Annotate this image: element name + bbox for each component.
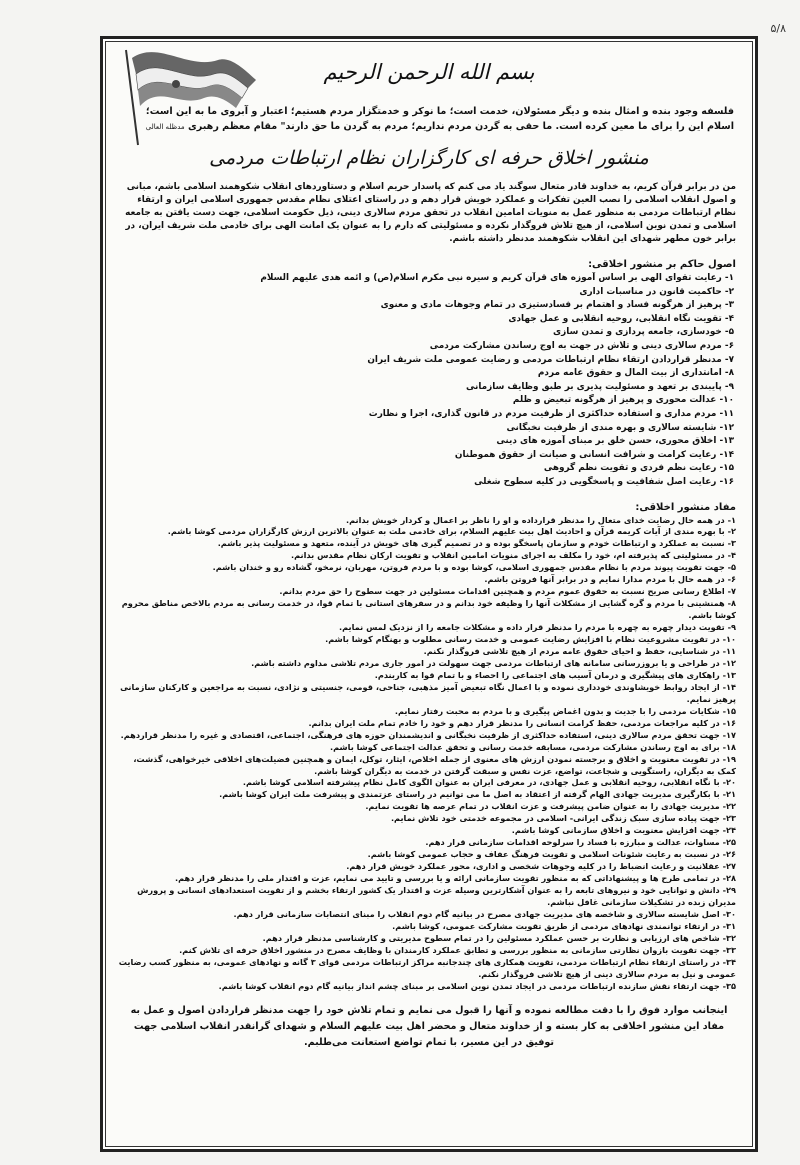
closing-statement: اینجانب موارد فوق را با دقت مطالعه نموده و آنها را قبول می نمایم و تمام تلاش خود را جهت مدنظر قراردادن اصول و عمل به مفاد این منشور اخلاقی به کار بسته و از خداوند متعال و محضر اهل بیت علیهم السلام و شهدای گرانقدر انقلاب اسلامی جهت توفیق در این مسیر، با تمام تواضع استعانت می‌طلبم. — [130, 1004, 728, 1048]
principle-item: ۱۲- شایسته سالاری و بهره مندی از ظرفیت نخبگانی — [506, 422, 734, 433]
principle-item: ۷- مدنظر قراردادن ارتقاء نظام ارتباطات مردمی و رضایت عمومی ملت شریف ایران — [367, 354, 734, 365]
quote-signature: مدظله العالی — [145, 123, 185, 131]
principle-item: ۹- پایبندی بر تعهد و مسئولیت پذیری بر طبق وظایف سازمانی — [466, 381, 734, 392]
principle-item: ۴- تقویت نگاه انقلابی، روحیه انقلابی و عمل جهادی — [508, 313, 734, 324]
principle-item: ۱- رعایت تقوای الهی بر اساس آموزه های قرآن کریم و سیره نبی مکرم اسلام(ص) و ائمه هدی علیهم السلام — [260, 273, 734, 283]
principles-list — [118, 272, 734, 490]
principle-item: ۲- حاکمیت قانون در مناسبات اداری — [579, 286, 734, 297]
article-item: ۲۳- جهت پیاده سازی سبک زندگی ایرانی- اسلامی در مجموعه خدمتی خود تلاش نمایم. — [390, 813, 736, 824]
article-item: ۲۹- دانش و توانایی خود و نیروهای تابعه را به عنوان آشکارترین وسیله عزت و اقتدار یک کشور ارتقاء بخشم و از تقویت استعدادهای انسانی و پرورش مدیران زبده در تشکیلات سازمانی غافل نباشم. — [137, 885, 736, 907]
article-item: ۳۲- شاخص های ارزیابی و نظارت بر حسن عملکرد مسئولین را در تمام سطوح مدیریتی و کارشناسی مدنظر قرار دهم. — [262, 932, 736, 943]
article-item: ۱۶- در کلیه مراجعات مردمی، حفظ کرامت انسانی را مدنظر قرار دهم و خود را خادم تمام ملت ایران بدانم. — [308, 717, 736, 728]
principle-item: ۶- مردم سالاری دینی و تلاش در جهت به اوج رساندن مشارکت مردمی — [429, 340, 734, 351]
article-item: ۲۲- مدیریت جهادی را به عنوان ضامن پیشرفت و عزت انقلاب در تمام عرصه ها تقویت نمایم. — [365, 801, 736, 812]
article-item: ۲۷- عقلانیت و رعایت انضباط را در کلیه وجوهات شخصی و اداری، محور عملکرد خویش قرار دهم. — [346, 861, 736, 872]
articles-heading: مفاد منشور اخلاقی: — [635, 501, 736, 513]
article-item: ۲۶- در نسبت به رعایت شئونات اسلامی و تقویت فرهنگ عفاف و حجاب عمومی کوشا باشم. — [367, 849, 736, 860]
article-item: ۲۱- با بکارگیری مدیریت جهادی الهام گرفته از اعتقاد به اصل ما می توانیم در راستای عزتمندی و پیشرفت ملت ایران کوشا باشم. — [219, 789, 736, 800]
article-item: ۶- در همه حال با مردم مدارا نمایم و در برابر آنها فروتن باشم. — [484, 574, 736, 585]
article-item: ۱۱- در شناسایی، حفظ و احیای حقوق عامه مردم از هیچ تلاشی فروگذار نکنم. — [423, 645, 736, 656]
article-item: ۳۴- در راستای ارتقاء نظام ارتباطات مردمی، تقویت همکاری های چندجانبه مراکز ارتباطات مردمی قوای ۳ گانه و نهادهای عمومی، به منظور کسب رضایت عمومی و نیل به مردم سالاری دینی از هیچ تلاشی فروگذار نکنم. — [118, 956, 736, 979]
article-item: ۸- همنشینی با مردم و گره گشایی از مشکلات آنها را وظیفه خود بدانم و در سفرهای استانی با تمام قوا، در خدمت رسانی به مردم بالاخص مناطق محروم کوشا باشم. — [121, 598, 736, 621]
article-item: ۲۴- جهت افزایش معنویت و اخلاق سازمانی کوشا باشم. — [511, 825, 736, 836]
document-content — [118, 52, 740, 1137]
principle-item: ۵- خودسازی، جامعه پردازی و تمدن سازی — [553, 327, 734, 338]
article-item: ۱۰- در تقویت مشروعیت نظام با افزایش رضایت عمومی و خدمت رسانی مطلوب و بهنگام کوشا باشم. — [325, 634, 736, 645]
article-item: ۱۲- در طراحی و یا بروزرسانی سامانه های ارتباطات مردمی جهت سهولت در امور جاری مردم تلاشی مداوم داشته باشم. — [251, 657, 736, 668]
article-item: ۱- در همه حال رضایت خدای متعال را مدنظر قرارداده و او را ناظر بر اعمال و کردار خویش بدانم. — [345, 514, 736, 525]
charter-title: منشور اخلاق حرفه ای کارگزاران نظام ارتباطات مردمی — [209, 147, 649, 169]
article-item: ۲۸- در تمامی طرح ها و پیشنهاداتی که به منظور تقویت سازمانی ارائه و یا بررسی و تایید می نمایم، عزت و اقتدار ملی را مدنظر قرار دهم. — [174, 873, 736, 884]
principle-item: ۳- پرهیز از هرگونه فساد و اهتمام بر فسادستیزی در تمام وجوهات مادی و معنوی — [380, 300, 734, 311]
principle-item: ۱۶- رعایت اصل شفافیت و پاسخگویی در کلیه سطوح شغلی — [474, 476, 734, 487]
quote-line-2 — [118, 119, 734, 135]
principle-item: ۸- امانتداری از بیت المال و حقوق عامه مردم — [537, 368, 734, 379]
principle-item: ۱۵- رعایت نظم فردی و تقویت نظم گروهی — [543, 463, 734, 474]
article-item: ۵- جهت تقویت پیوند مردم با نظام مقدس جمهوری اسلامی، کوشا بوده و با مردم فروتن، مهربان، نرمخو، گشاده رو و خندان باشم. — [212, 562, 736, 573]
principle-item: ۱۱- مردم مداری و استفاده حداکثری از ظرفیت مردم در قانون گذاری، اجرا و نظارت — [368, 408, 734, 419]
article-item: ۳۰- اصل شایسته سالاری و شاخصه های مدیریت جهادی مصرح در بیانیه گام دوم انقلاب را مبنای انتصابات سازمانی قرار دهم. — [233, 908, 736, 919]
article-item: ۹- تقویت دیدار چهره به چهره با مردم را مدنظر قرار داده و مشکلات جامعه را از نزدیک لمس نمایم. — [339, 622, 736, 633]
quote-line-2-text: اسلام این را برای ما معین کرده است. ما حقی به گردن مردم نداریم؛ مردم به گردن ما حق دارند" مقام معظم رهبری — [187, 121, 734, 132]
articles-list — [118, 515, 736, 993]
article-item: ۳۳- جهت تقویت بازوان نظارتی سازمانی به منظور بررسی و تطابق عملکرد کارمندان با وظایف مصرح در منشور اخلاق حرفه ای تلاش کنم. — [179, 944, 736, 955]
article-item: ۷- اطلاع رسانی صریح نسبت به حقوق عموم مردم و همچنین اقدامات مسئولین در جهت سطوح را حق مردم بدانم. — [279, 586, 736, 597]
leader-quote — [118, 104, 734, 135]
article-item: ۱۹- در تقویت معنویت و اخلاق و برجسته نمودن ارزش های معنوی از جمله اخلاص، ایثار، توکل، ایمان و همچنین فضیلت‌های اخلاقی خیرخواهی، گذشت، کمک به دیگران، راستگویی و شجاعت، تواضع، عزت نفس و سبقت گرفتن در خدمت به دیگران کوشا باشم. — [133, 753, 736, 776]
principle-item: ۱۳- اخلاق محوری، حسن خلق بر مبنای آموزه های دینی — [496, 436, 734, 447]
article-item: ۳۱- در ارتقاء توانمندی نهادهای مردمی از طریق تقویت مشارکت عمومی، کوشا باشم. — [392, 920, 736, 931]
page-corner-mark: ۵/۸ — [770, 22, 786, 35]
article-item: ۱۸- برای به اوج رساندن مشارکت مردمی، مسابقه خدمت رسانی و تحقق عدالت اجتماعی کوشا باشم. — [330, 741, 736, 752]
article-item: ۳- نسبت به عملکرد و ارتباطات خودم و سازمان پاسخگو بوده و در تصمیم گیری های خویش در آینده، متعهد و مسئولیت پذیر باشم. — [217, 538, 736, 549]
article-item: ۳۵- جهت ارتقاء نقش سازنده ارتباطات مردمی در ایجاد تمدن نوین اسلامی بر مبنای چشم انداز بیانیه گام دوم انقلاب کوشا باشم. — [218, 980, 736, 991]
article-item: ۱۳- راهکاری های پیشگیری و درمان آسیب های اجتماعی را احصاء و با تمام قوا به کاربندم. — [374, 669, 736, 680]
article-item: ۴- در مسئولیتی که پذیرفته ام، خود را مکلف به اجرای منویات امامین انقلاب و تقویت ارکان نظام مقدس بدانم. — [291, 550, 736, 561]
principle-item: ۱۰- عدالت محوری و پرهیز از هرگونه تبعیض و ظلم — [512, 395, 734, 406]
article-item: ۲۰- با نگاه انقلابی، روحیه انقلابی و عمل جهادی، در معرفی ایران به عنوان الگوی کامل نظام پیشرفته اسلامی کوشا باشم. — [242, 777, 736, 788]
bismillah-heading: بسم الله الرحمن الرحیم — [323, 60, 535, 84]
article-item: ۱۵- شکایات مردمی را با جدیت و بدون اغماض پیگیری و با مردم به محبت رفتار نمایم. — [394, 705, 736, 716]
article-item: ۱۴- از ایجاد روابط خویشاوندی خودداری نموده و با اعمال نگاه تبعیض آمیز مذهبی، جناحی، قومی، جنسیتی و نژادی، نسبت به مراجعین و کارکنان سازمانی پرهیز نمایم. — [120, 681, 736, 704]
quote-line-1: فلسفه وجود بنده و امثال بنده و دیگر مسئولان، خدمت است؛ ما نوکر و خدمتگزار مردم هستیم؛ اعتبار و آبروی ما به این است؛ — [145, 106, 734, 117]
article-item: ۲- با بهره مندی از آیات کریمه قرآن و احادیث اهل بیت علیهم السلام، برای خادمی ملت به عنوان بالاترین ارزش کارگزاران مردمی کوشا باشم. — [167, 526, 736, 537]
article-item: ۱۷- جهت تحقق مردم سالاری دینی، استفاده حداکثری از ظرفیت نخبگانی و اندیشمندان حوزه های فرهنگی، اجتماعی، اقتصادی و غیره را مدنظر قراردهم. — [120, 729, 736, 740]
principle-item: ۱۴- رعایت کرامت و شرافت انسانی و صیانت از حقوق هموطنان — [454, 449, 734, 460]
principles-heading: اصول حاکم بر منشور اخلاقی: — [588, 259, 736, 270]
oath-paragraph: من در برابر قرآن کریم، به خداوند قادر متعال سوگند یاد می کنم که پاسدار حریم اسلام و دستاوردهای انقلاب شکوهمند اسلامی باشم، مبانی و اصول انقلاب اسلامی را نصب العین تفکرات و عملکرد خویش قرار دهم و در راستای اعتلای نظام مقدس جمهوری اسلامی ایران و ارتقاء نظام ارتباطات مردمی به منظور عمل به منویات امامین انقلاب در تحقق مردم سالاری دینی، ذیل حکومت اسلامی، جهت دست یافتن به جامعه اسلامی و تمدن نوین اسلامی، از هیچ تلاش فروگذار نکرده و مسئولیتی که دارم را به عنوان یک امانت الهی برای خادمی ملت شریف ایران، در برابر خون مطهر شهدای این انقلاب شکوهمند مدنظر داشته باشم. — [125, 182, 736, 244]
article-item: ۲۵- مساوات، عدالت و مبارزه با فساد را سرلوحه اقدامات سازمانی قرار دهم. — [425, 837, 736, 848]
